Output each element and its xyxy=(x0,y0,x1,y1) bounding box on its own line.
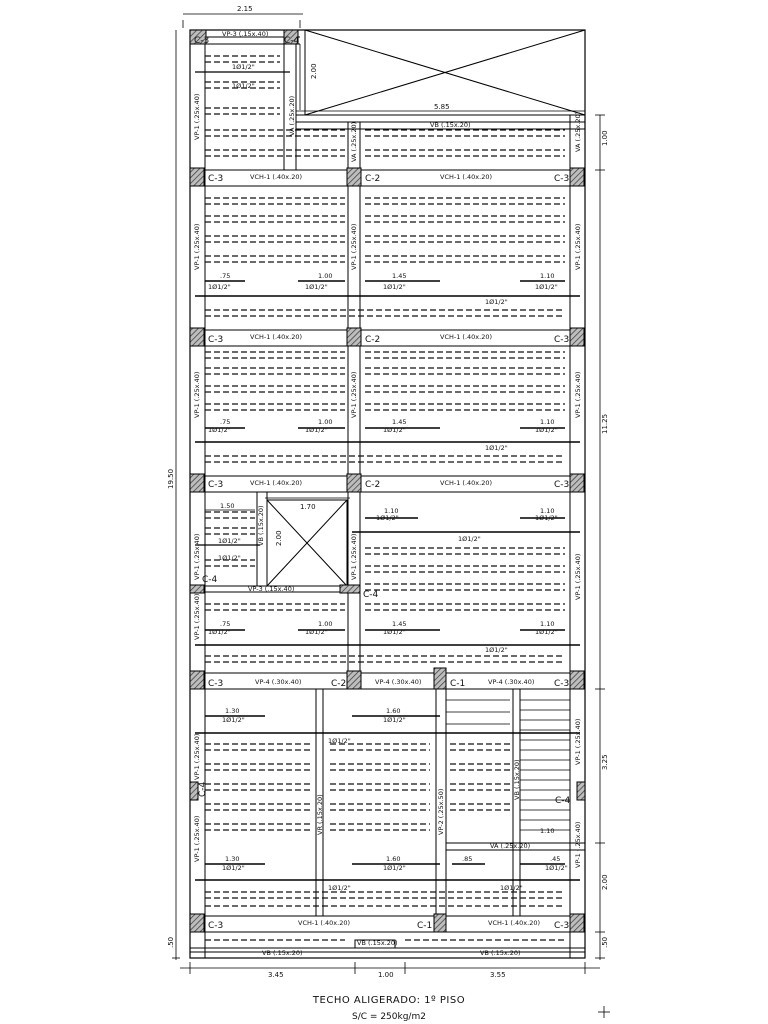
rebar-label: 1Ø1/2" xyxy=(485,646,508,654)
dim-mid-span: 5.85 xyxy=(434,103,450,111)
rebar-label: 1Ø1/2" xyxy=(328,884,351,892)
beam-label: VB (.15x.20) xyxy=(257,505,265,546)
rebar-label: 1Ø1/2" xyxy=(218,554,241,562)
column-label: C-1 xyxy=(450,679,466,689)
rebar-label: 1Ø1/2" xyxy=(535,514,558,522)
dim-left-bottom: .50 xyxy=(167,936,175,948)
column-label: C-3 xyxy=(208,480,224,490)
rebar-label: 1Ø1/2" xyxy=(383,864,406,872)
column xyxy=(570,168,584,186)
rebar-label: 1Ø1/2" xyxy=(383,628,406,636)
beam-label: VCH-1 (.40x.20) xyxy=(250,333,303,341)
length-label: 1.00 xyxy=(318,272,333,280)
rebar-label: 1Ø1/2" xyxy=(222,864,245,872)
length-label: 1.50 xyxy=(220,502,235,510)
length-label: 1.30 xyxy=(225,855,240,863)
beam-label: VP-1 (.25x.40) xyxy=(350,533,358,580)
rebar-label: 1Ø1/2" xyxy=(232,82,255,90)
length-label: 1.45 xyxy=(392,418,407,426)
beam-label: VB (.15x.20) xyxy=(430,121,471,129)
beam-label: VP-1 (.25x.40) xyxy=(574,718,582,765)
rebar-label: 1Ø1/2" xyxy=(208,283,231,291)
rebar-label: 1Ø1/2" xyxy=(383,283,406,291)
length-label: 1.10 xyxy=(540,827,555,835)
column-label: C-4 xyxy=(284,36,300,46)
column xyxy=(190,168,204,186)
rebar-label: 1Ø1/2" xyxy=(500,884,523,892)
length-label: 1.60 xyxy=(386,855,401,863)
beam-label: VP-1 (.25x.40) xyxy=(350,223,358,270)
column-label: C-4 xyxy=(555,796,571,806)
column xyxy=(570,328,584,346)
column xyxy=(340,585,360,593)
beam-label: VB (.15x.20) xyxy=(357,939,398,947)
column-label: C-3 xyxy=(554,335,570,345)
column-label: C-3 xyxy=(194,36,210,46)
dim-right-5: .50 xyxy=(601,936,609,948)
column xyxy=(434,914,446,932)
length-label: 1.10 xyxy=(540,620,555,628)
dim-right-3: 3.25 xyxy=(601,754,609,770)
column-label: C-2 xyxy=(331,679,347,689)
length-label: 1.10 xyxy=(540,418,555,426)
length-label: .75 xyxy=(220,272,231,280)
beam-label: VP-1 (.25x.40) xyxy=(193,733,201,780)
column xyxy=(190,782,198,800)
drawing-title: TECHO ALIGERADO: 1º PISO xyxy=(312,995,466,1006)
beam-label: VCH-1 (.40x.20) xyxy=(250,479,303,487)
rebar-label: 1Ø1/2" xyxy=(535,426,558,434)
beam-label: VP-1 (.25x.40) xyxy=(574,821,582,868)
length-label: .75 xyxy=(220,620,231,628)
rebar-label: 1Ø1/2" xyxy=(458,535,481,543)
beam-label: VP-4 (.30x.40) xyxy=(375,678,422,686)
rebar-label: 1Ø1/2" xyxy=(305,426,328,434)
beam-label: VP-1 (.25x.40) xyxy=(193,223,201,270)
rebar-label: 1Ø1/2" xyxy=(485,298,508,306)
beam-label: VP-1 (.25x.40) xyxy=(574,371,582,418)
dim-bottom-2: 1.00 xyxy=(378,971,394,979)
length-label: 1.00 xyxy=(318,620,333,628)
column-label: C-2 xyxy=(365,174,381,184)
dim-stair-void-h: 2.00 xyxy=(275,530,283,546)
beam-label: VCH-1 (.40x.20) xyxy=(298,919,351,927)
rebar-label: 1Ø1/2" xyxy=(383,716,406,724)
beam-label: VR (.15x.20) xyxy=(316,794,324,835)
column xyxy=(190,328,204,346)
beam-label: VP-1 (.25x.40) xyxy=(574,223,582,270)
beam-label: VP-1 (.25x.40) xyxy=(193,371,201,418)
beam-label: VP-1 (.25x.40) xyxy=(350,371,358,418)
column xyxy=(190,585,204,593)
length-labels xyxy=(220,272,560,863)
beam-label: VP-2 (.25x.50) xyxy=(437,788,445,835)
column-label: C-3 xyxy=(554,174,570,184)
beam-label: VA (.25x.20) xyxy=(574,111,582,152)
column-label: C-4 xyxy=(363,590,379,600)
column-label: C-3 xyxy=(208,174,224,184)
rebar-label: 1Ø1/2" xyxy=(218,537,241,545)
dim-right-2: 11.25 xyxy=(601,413,609,434)
rebar-label: 1Ø1/2" xyxy=(208,628,231,636)
beam-label: VP-1 (.25x.40) xyxy=(574,553,582,600)
length-label: 1.45 xyxy=(392,620,407,628)
column-label: C-4 xyxy=(202,575,218,585)
beam-label: VP-1 (.25x.40) xyxy=(193,815,201,862)
beam-label: VP-1 (.25x.40) xyxy=(193,533,201,580)
plan-structure xyxy=(190,30,585,958)
column-label: C-3 xyxy=(554,921,570,931)
beam-label: VCH-1 (.40x.20) xyxy=(488,919,541,927)
column xyxy=(570,914,584,932)
rebar-label: 1Ø1/2" xyxy=(208,426,231,434)
beam-label: VP-3 (.15x.40) xyxy=(222,30,269,38)
length-label: 1.00 xyxy=(318,418,333,426)
dim-bottom-3: 3.55 xyxy=(490,971,506,979)
beam-label: VP-1 (.25x.40) xyxy=(193,93,201,140)
column-label: C-3 xyxy=(208,335,224,345)
dim-right-1: 1.00 xyxy=(601,130,609,146)
rebar-label: 1Ø1/2" xyxy=(328,737,351,745)
column-label: C-2 xyxy=(365,335,381,345)
column xyxy=(347,328,361,346)
length-label: 1.10 xyxy=(384,507,399,515)
length-label: .45 xyxy=(550,855,561,863)
length-label: 1.10 xyxy=(540,507,555,515)
beam-label: VP-1 (.25x.40) xyxy=(193,593,201,640)
outer-frame xyxy=(190,30,585,958)
column xyxy=(434,668,446,689)
beam-label: VP-3 (.15x.40) xyxy=(248,585,295,593)
beam-label: VP-4 (.30x.40) xyxy=(255,678,302,686)
rebar-label: 1Ø1/2" xyxy=(383,426,406,434)
column-label: C-4 xyxy=(198,781,208,797)
column xyxy=(190,474,204,492)
column xyxy=(190,914,204,932)
length-label: 1.30 xyxy=(225,707,240,715)
length-label: .75 xyxy=(220,418,231,426)
column xyxy=(570,671,584,689)
dim-bottom-1: 3.45 xyxy=(268,971,284,979)
column xyxy=(347,474,361,492)
beam-label: VB (.15x.20) xyxy=(262,949,303,957)
column-label: C-3 xyxy=(554,679,570,689)
beam-label: VA (.25x.20) xyxy=(288,95,296,136)
dim-total-left: 19.50 xyxy=(167,468,175,489)
column-label: C-3 xyxy=(208,921,224,931)
length-label: 1.60 xyxy=(386,707,401,715)
rebar-label: 1Ø1/2" xyxy=(222,716,245,724)
column xyxy=(347,671,361,689)
column xyxy=(577,782,585,800)
drawing-subtitle: S/C = 250kg/m2 xyxy=(352,1012,426,1022)
beam-label: VB (.15x.20) xyxy=(513,759,521,800)
dim-right-4: 2.00 xyxy=(601,874,609,890)
dim-top: 2.15 xyxy=(237,5,253,13)
length-label: 1.10 xyxy=(540,272,555,280)
rebar-label: 1Ø1/2" xyxy=(535,628,558,636)
beam-label: VCH-1 (.40x.20) xyxy=(250,173,303,181)
rebar-label: 1Ø1/2" xyxy=(376,514,399,522)
rebar-label: 1Ø1/2" xyxy=(485,444,508,452)
column xyxy=(347,168,361,186)
length-label: 1.45 xyxy=(392,272,407,280)
beam-label: VA (.25x.20) xyxy=(350,121,358,162)
length-label: .85 xyxy=(462,855,473,863)
beam-label: VCH-1 (.40x.20) xyxy=(440,333,493,341)
rebar-label: 1Ø1/2" xyxy=(535,283,558,291)
column-label: C-2 xyxy=(365,480,381,490)
beam-label: VB (.15x.20) xyxy=(480,949,521,957)
beam-label: VCH-1 (.40x.20) xyxy=(440,479,493,487)
dim-void-height: 2.00 xyxy=(310,63,318,79)
dim-stair-void-w: 1.70 xyxy=(300,503,316,511)
column-label: C-1 xyxy=(417,921,433,931)
rebar-label: 1Ø1/2" xyxy=(305,628,328,636)
column xyxy=(190,671,204,689)
joist-pattern xyxy=(205,56,565,940)
column xyxy=(570,474,584,492)
column-label: C-3 xyxy=(554,480,570,490)
beam-label: VA (.25x.20) xyxy=(490,842,531,850)
beam-label: VCH-1 (.40x.20) xyxy=(440,173,493,181)
beam-label: VP-4 (.30x.40) xyxy=(488,678,535,686)
beam-labels xyxy=(193,30,582,957)
rebar-label: 1Ø1/2" xyxy=(232,63,255,71)
rebar-label: 1Ø1/2" xyxy=(545,864,568,872)
column-label: C-3 xyxy=(208,679,224,689)
rebar-label: 1Ø1/2" xyxy=(305,283,328,291)
